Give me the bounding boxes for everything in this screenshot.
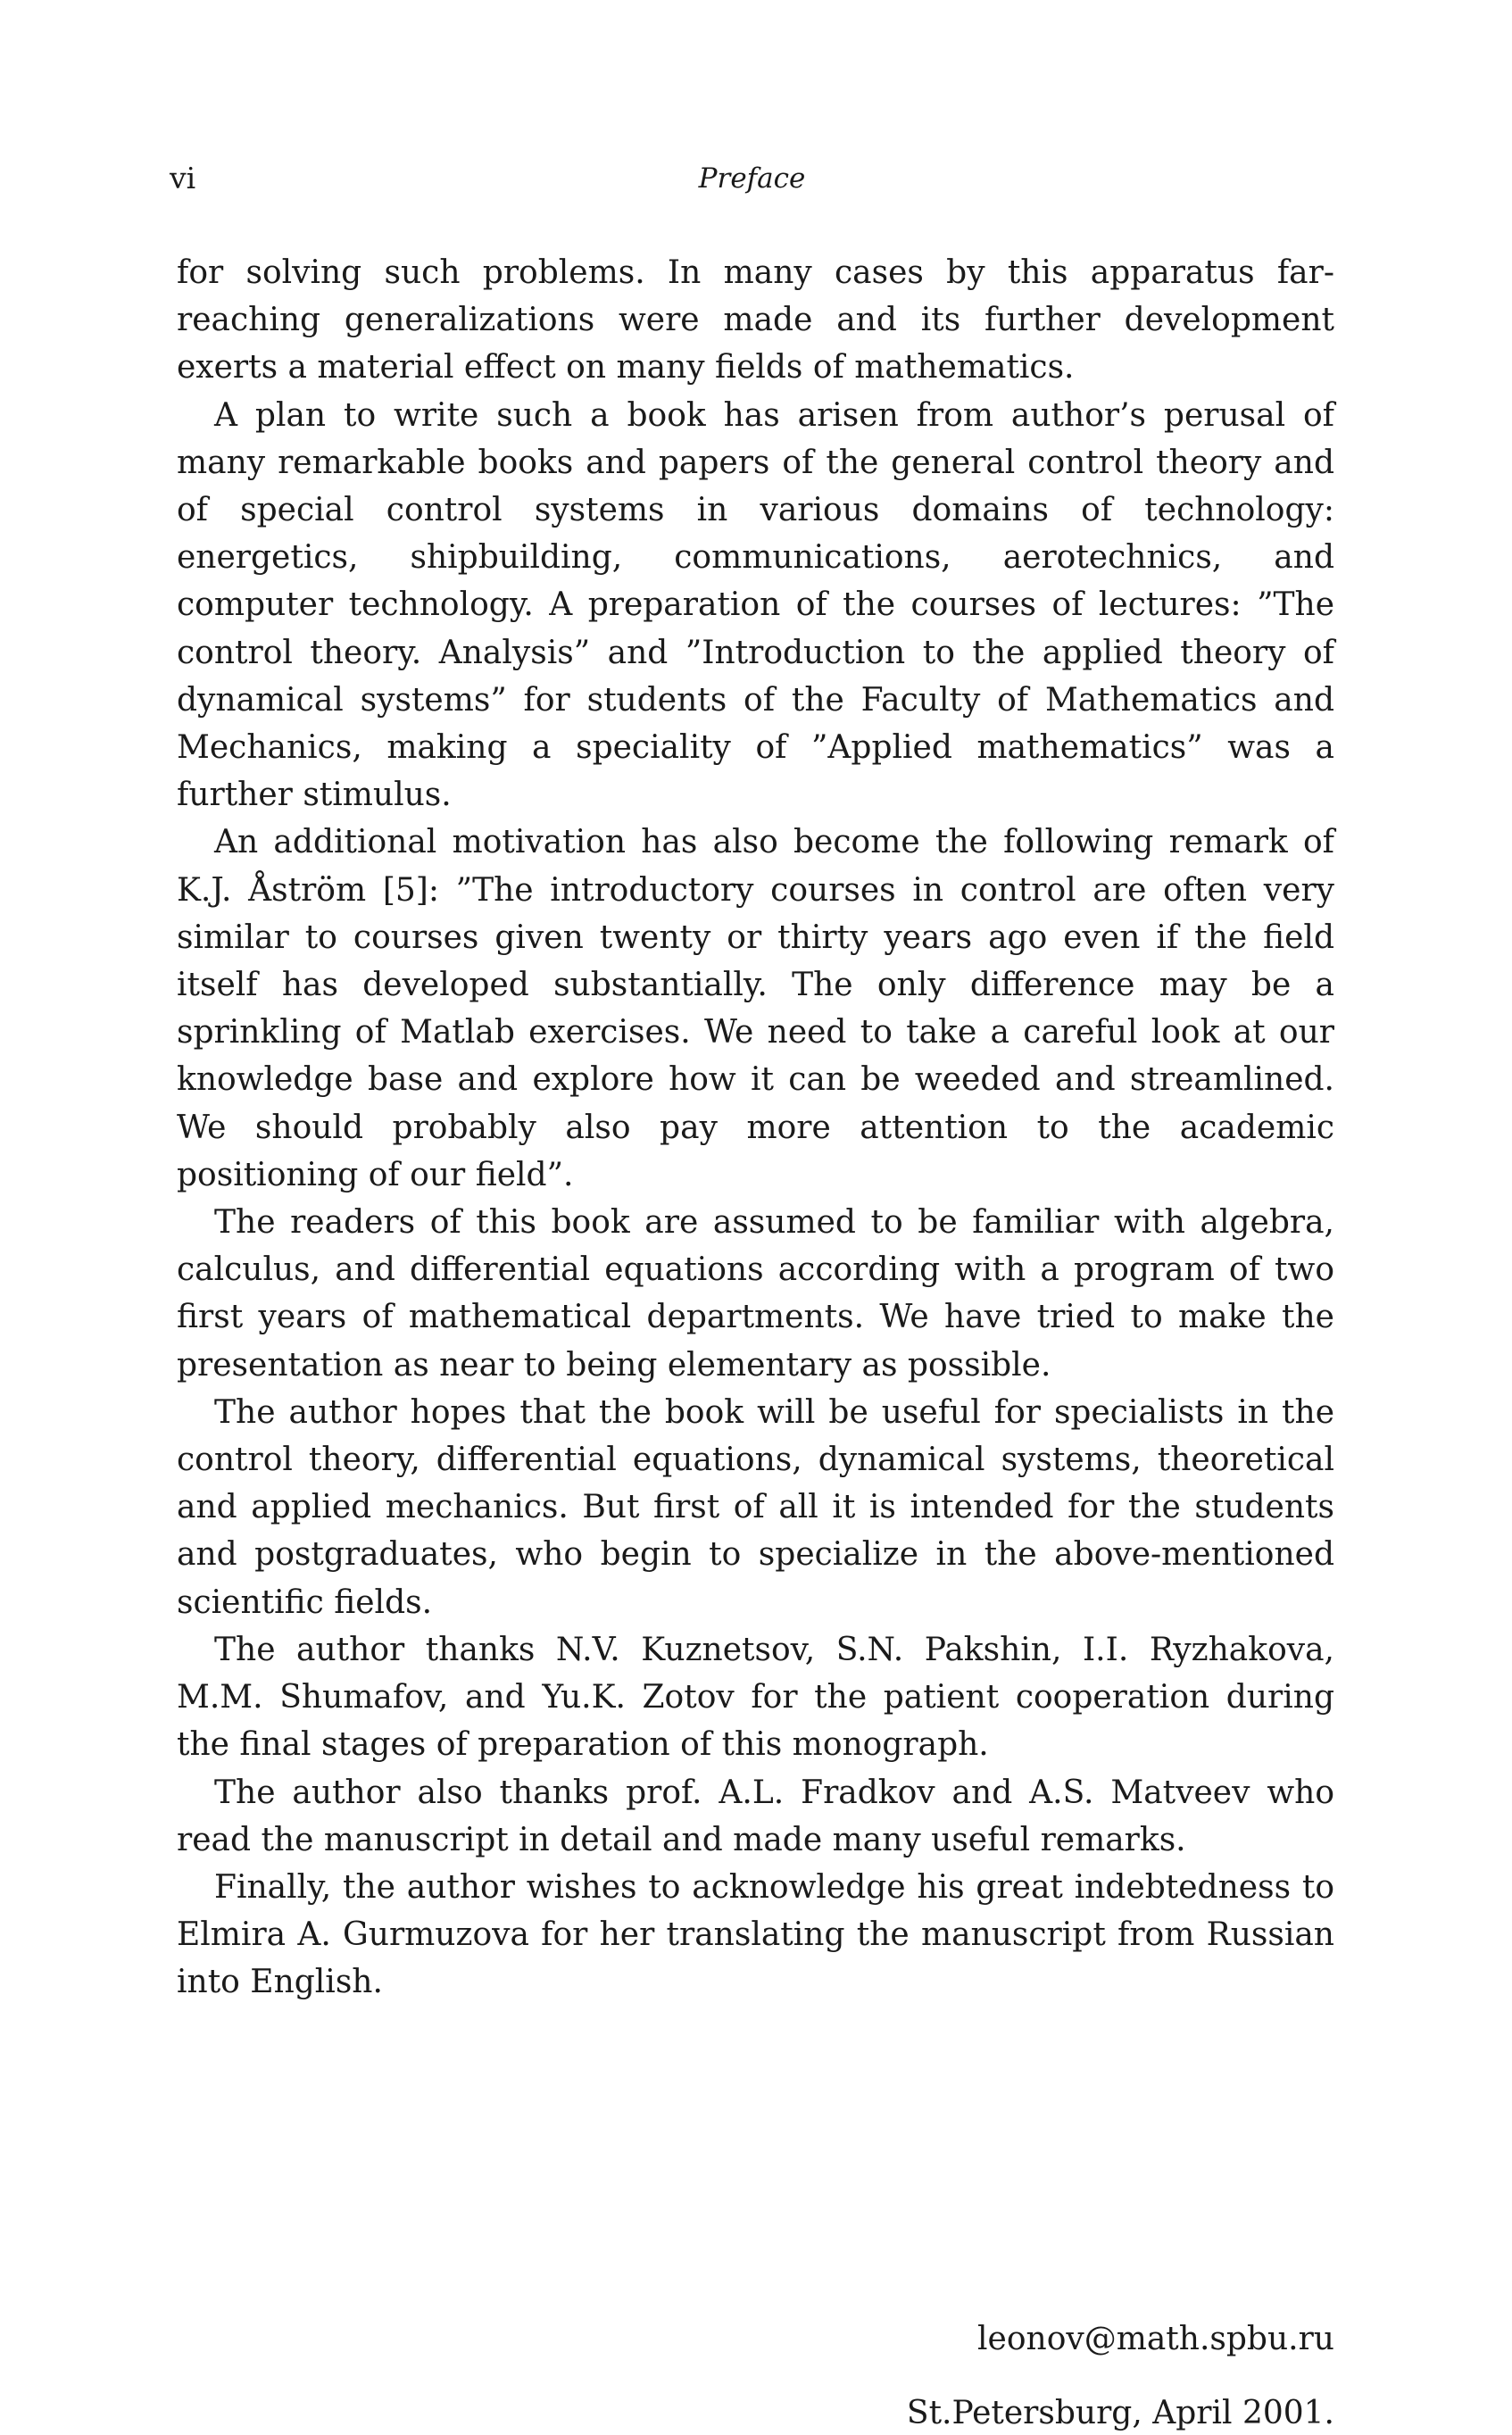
page-number: vi	[170, 161, 196, 195]
paragraph: The author also thanks prof. A.L. Fradkov and A.S. Matveev who read the manuscript in detail and made many useful remarks.	[177, 1774, 1334, 1858]
paragraph: Finally, the author wishes to acknowledge his great indebtedness to Elmira A. Gurmuzova for her translating the manuscript from Russian into English.	[177, 1868, 1334, 2001]
page-header	[170, 159, 1334, 198]
preface-body	[177, 249, 1334, 2007]
author-email: leonov@math.spbu.ru	[977, 2321, 1334, 2357]
paragraph: A plan to write such a book has arisen from author’s perusal of many remarkable books and papers of the general control theory and of special control systems in various domains of technology: energetics, shipbuilding, communications, aerotechnics, and computer technology. A preparation of the courses of lectures: ”The control theory. Analysis” and ”Introduction to the applied theory of dynamical systems” for students of the Faculty of Mathematics and Mechanics, making a speciality of ”Applied mathematics” was a further stimulus.	[177, 396, 1334, 814]
paragraph: The readers of this book are assumed to be familiar with algebra, calculus, and differential equations according with a program of two first years of mathematical departments. We have tried to make the presentation as near to being elementary as possible.	[177, 1204, 1334, 1384]
running-title: Preface	[698, 162, 806, 195]
paragraph: for solving such problems. In many cases by this apparatus far-reaching generalizations were made and its further development exerts a material effect on many fields of mathematics.	[177, 254, 1334, 386]
paragraph: The author thanks N.V. Kuznetsov, S.N. Pakshin, I.I. Ryzhakova, M.M. Shumafov, and Yu.K. Zotov for the patient cooperation during the final stages of preparation of this monograph.	[177, 1631, 1334, 1764]
paragraph: An additional motivation has also become the following remark of K.J. Åström [5]: ”The introductory courses in control are often very similar to courses given twenty or thirty years ago even if the field itself has developed substantially. The only difference may be a sprinkling of Matlab exercises. We need to take a careful look at our knowledge base and explore how it can be weeded and streamlined. We should probably also pay more attention to the academic positioning of our field”.	[177, 824, 1334, 1193]
paragraph: The author hopes that the book will be useful for specialists in the control theory, differential equations, dynamical systems, theoretical and applied mechanics. But first of all it is intended for the students and postgraduates, who begin to specialize in the above-mentioned scientific fields.	[177, 1393, 1334, 1621]
place-and-date: St.Petersburg, April 2001.	[906, 2395, 1334, 2431]
